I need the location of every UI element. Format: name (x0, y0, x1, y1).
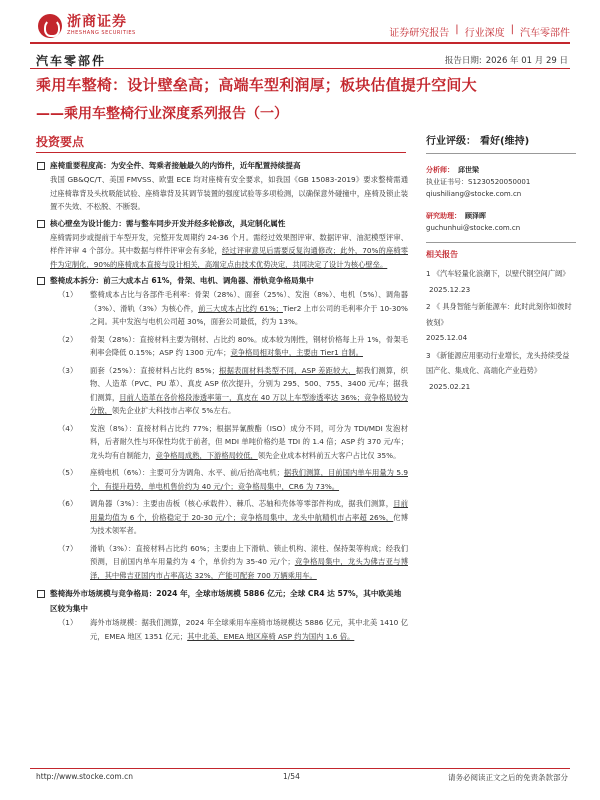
brand-logo-icon (38, 14, 62, 38)
rating-value: 看好(维持) (480, 136, 530, 147)
sub-item-text: Tier2 上市公司的毛利率介于 10-30%之间。其中发泡与电机公司超 30%，面套公司最低，约为 13%。 (90, 303, 408, 326)
sub-item-underlined: 目前人造革在各价格段渗透率第一，真皮在 40 万以上车型渗透率达 36%；竞争格局较为分散， (90, 392, 408, 415)
sub-item-text: 座椅电机（6%）：主要可分为调角、水平、前/后抬高电机； (90, 468, 284, 477)
sub-item-number: （4） (58, 423, 78, 433)
footer-disclaimer: 请务必阅读正文之后的免责条款部分 (448, 773, 568, 782)
sub-item-text: 调角器（3%）：主要由齿板（核心承载件）、棘爪、芯轴和壳体等零部件构成，据我们测算， (90, 499, 394, 508)
sub-item-number: （2） (58, 334, 78, 344)
report-date (445, 54, 568, 66)
related-reports-list (426, 266, 576, 394)
sub-item-text: 面套（25%）：直接材料占比约 85%； (90, 365, 219, 375)
sub-item-underlined: 其中北美、EMEA 地区座椅 ASP 约为国内 1.6 倍。 (187, 631, 355, 641)
sub-item-number: （1） (58, 618, 78, 627)
header-link-type: 行业深度 (464, 28, 505, 39)
sidebar (426, 132, 576, 396)
sub-item-underlined: 据我们测算，目前国内单车用量为 5.9 个，有提升趋势，单电机售价约为 40 元/个；竞争格局集中，CR6 为 73%。 (90, 468, 408, 491)
analyst-card (426, 210, 576, 234)
summary-point-heading: 座椅重要程度高：为安全件、驾乘者接触最久的内饰件，近年配置持续提高 (50, 161, 301, 170)
brand-name: 浙商证券 (67, 14, 127, 30)
industry-rating (426, 132, 576, 154)
sub-item (36, 466, 408, 493)
sub-item-text: 领先企业扩大科技市占率仅 5%左右。 (111, 406, 236, 415)
footer-rule (30, 768, 570, 769)
sub-item-text: 发泡（8%）：直接材料占比约 77%；根据异氰酸酯（ISO）成分不同，可分为 TDI/MDI 发泡材料，后者耐久性与环保性均优于前者，但 MDI 单吨价格约是 TDI 的 1.4 倍；ASP 约 370 元/车；龙头均有自制能力， (90, 423, 408, 460)
analyst-email[interactable]: guchunhui@stocke.com.cn (426, 224, 521, 232)
summary-point (36, 273, 408, 288)
analyst-license: 执业证书号：S1230520050001 (426, 178, 531, 186)
footer-url[interactable]: http://www.stocke.com.cn (36, 772, 133, 781)
sub-item-underlined: 根据表面材料类型不同，ASP 差距较大， (218, 365, 356, 375)
related-report-date: 2025.02.21 (429, 381, 471, 391)
analyst-card (426, 164, 576, 200)
related-report-date: 2025.12.23 (429, 284, 471, 294)
sub-item (36, 364, 408, 418)
summary-point (36, 158, 408, 214)
sub-item (36, 616, 408, 643)
summary-point-heading: 核心壁垒为设计能力：需与整车同步开发并经多轮修改，具定制化属性 (50, 218, 286, 228)
body-text: 座椅需同步或提前于车型开发，完整开发周期约 24-36 个月。需经过效果图评审、数据评审、油泥模型评审、样件评审 4 个部分。其中数据与样件评审会有多轮， (50, 232, 408, 255)
header-rule (30, 42, 570, 44)
sub-item-number: （1） (58, 290, 78, 299)
body-underlined: 经过评审意见后需要反复沟通修改；此外，70%的座椅零件为定制化，90%的座椅成本直接与设计相关，高端定点由技术优势决定，共同决定了设计为核心壁垒。 (50, 246, 409, 269)
report-date-label: 报告日期: (444, 56, 482, 66)
summary-point (36, 586, 408, 616)
report-subtitle: ——乘用车整椅行业深度系列报告（一） (36, 106, 288, 122)
sub-item-number: （7） (58, 543, 78, 553)
sub-item-number: （6） (58, 499, 78, 508)
sidebar-divider (426, 242, 576, 243)
summary-point-body (50, 231, 408, 272)
related-report-title: 2 《 具身智能与新能源车：此时此刻你如彼时彼刻》 (426, 302, 572, 327)
sub-item-text: 骨架（28%）：直接材料主要为钢材、占比约 80%。成本较为刚性，钢材价格每上升 1%，骨架毛利率会降低 0.15%；ASP 约 1300 元/车； (90, 334, 408, 357)
sub-item-text: 海外市场规模：据我们测算，2024 年全球乘用车座椅市场规模达 5886 亿元，其中北美 1410 亿元，EMEA 地区 1351 亿元； (90, 618, 408, 641)
analyst-name: 顾泽晖 (465, 212, 486, 220)
analyst-role: 分析师： (426, 166, 454, 174)
section-heading: 投资要点 (36, 135, 85, 149)
summary-point-heading: 整椅成本拆分：前三大成本占 61%，骨架、电机、调角器、滑轨竞争格局集中 (50, 276, 314, 285)
sub-item-text: 佗博为技术领军者。 (90, 512, 409, 535)
sub-item (36, 422, 408, 463)
section-rule (36, 152, 406, 153)
analyst-role: 研究助理： (426, 212, 461, 220)
industry-label: 汽车零部件 (36, 54, 107, 68)
rating-label: 行业评级： (426, 136, 476, 147)
sub-item-underlined: 竞争格局成熟，下游格局较低， (155, 450, 258, 460)
related-report-title: 1 《汽车轻量化浪潮下，以壁代钢空间广阔》 (426, 269, 570, 278)
investment-summary (36, 156, 408, 643)
related-report-item[interactable] (426, 266, 576, 297)
analyst-name: 邱世梁 (458, 166, 479, 174)
sub-item-text: 滑轨（3%）：直接材料占比约 60%；主要由上下滑轨、锁止机构、滚柱、保持架等构成；经我们预测，目前国内单车用量约为 4 个，单价约为 35-40 元/个； (90, 543, 408, 566)
summary-point-body: 我国 GB&QC/T、美国 FMVSS、欧盟 ECE 均对座椅有安全要求，如我国《GB 15083-2019》要求整椅需通过座椅靠背及头枕吸能试验、座椅靠背及其调节装置的强度试验等多项检测，以确保意外碰撞中，座椅及锁止装置不失效、不松脱、不断裂。 (50, 175, 408, 211)
sub-item (36, 497, 408, 538)
header-link-industry: 汽车零部件 (520, 28, 570, 39)
related-reports-heading: 相关报告 (426, 250, 458, 259)
related-report-item[interactable] (426, 348, 576, 395)
summary-point-heading: 整椅海外市场规模与竞争格局：2024 年，全球市场规模 5886 亿元；全球 CR4 达 57%，其中欧美地区较为集中 (50, 589, 402, 613)
summary-point (36, 216, 408, 272)
related-report-title: 3 《新能源应用驱动行业增长，龙头持续受益国产化、集成化、高端化产业趋势》 (426, 350, 570, 375)
report-title: 乘用车整椅：设计壁垒高；高端车型利润厚；板块估值提升空间大 (36, 76, 477, 94)
sub-item-number: （5） (58, 468, 78, 477)
sub-item-number: （3） (58, 365, 78, 375)
header-separator: | (455, 24, 459, 35)
brand-name-en: ZHESHANG SECURITIES (67, 30, 136, 36)
sub-item-text: 整椅成本占比与各部件毛利率：骨架（28%）、面套（25%）、发泡（8%）、电机（5%）、调角器（3%）、滑轨（3%）为核心件， (90, 290, 408, 313)
header-link-report: 证券研究报告 (389, 28, 450, 39)
analyst-email[interactable]: qiushiliang@stocke.com.cn (426, 190, 522, 198)
sub-item (36, 333, 408, 360)
brand-logo (38, 14, 136, 38)
sub-item (36, 288, 408, 329)
sub-item-underlined: 竞争格局集中，龙头为佛吉亚与博泽，其中佛吉亚国内市占率高达 32%，产能可配套 700 万辆乘用车。 (90, 557, 408, 580)
sub-item-text: 领先企业成本材料前五大客户占比仅 35%。 (257, 450, 401, 460)
sub-item-underlined: 竞争格局相对集中，主要由 Tier1 自制。 (230, 348, 363, 357)
sub-item-underlined: 前三大成本占比约 61%； (198, 303, 283, 313)
related-report-item[interactable] (426, 299, 576, 346)
header-separator: | (510, 24, 514, 35)
sub-item-text: 据我们测算，织物、人造革（PVC、PU 革）、真皮 ASP 依次提升，分别为 295、500、755、3400 元/车；据我们测算， (90, 365, 409, 402)
header-links (389, 24, 570, 39)
sub-item-underlined: 目前用量均值为 6 个，价格稳定于 20-30 元/个；竞争格局集中，龙头中航精机市占率超 26%， (90, 499, 409, 522)
sub-item (36, 542, 408, 583)
divider (30, 68, 570, 69)
page-number: 1/54 (283, 772, 300, 781)
related-report-date: 2025.12.04 (426, 333, 468, 342)
report-date-value: 2026 年 01 月 29 日 (485, 56, 568, 66)
